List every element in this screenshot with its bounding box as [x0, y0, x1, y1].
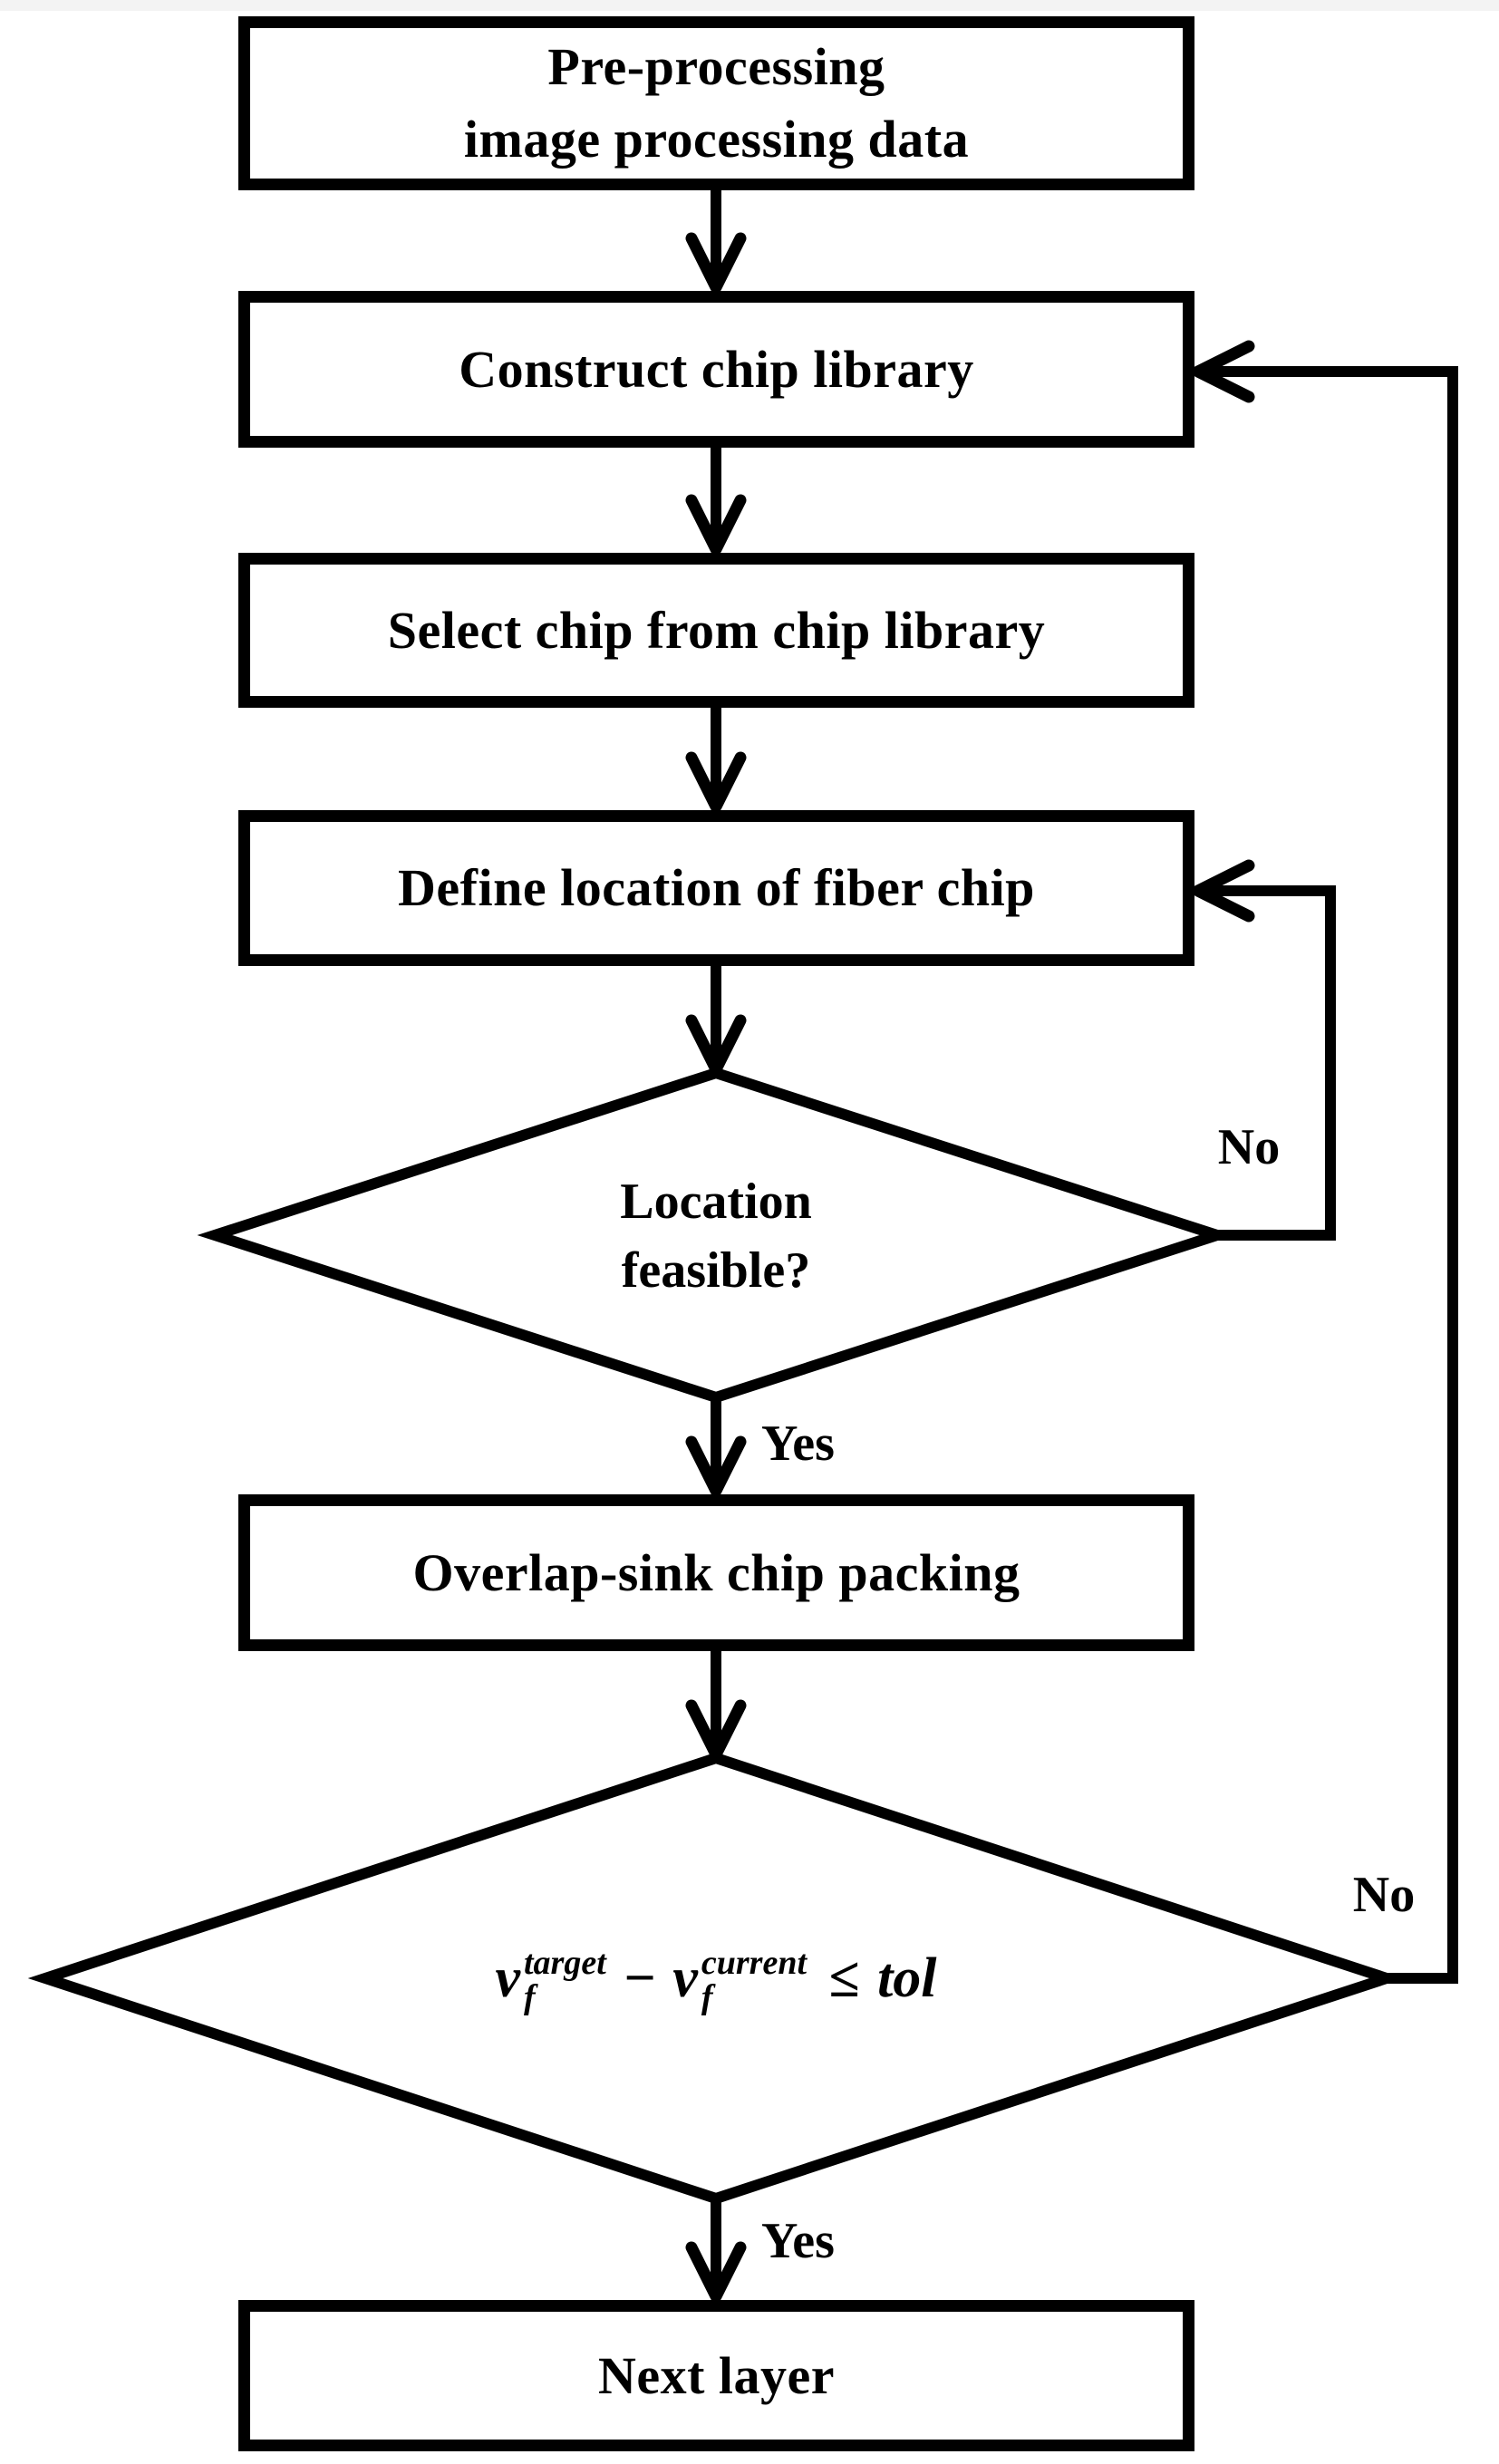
formula-scripts2 — [701, 1946, 807, 2015]
decision-location-line2: feasible? — [621, 1242, 811, 1299]
process-box-next-layer — [238, 2300, 1194, 2451]
formula-relation: ≤ — [828, 1947, 860, 2009]
preprocessing-label-line2: image processing data — [463, 110, 970, 169]
loop-no-location-line — [1204, 891, 1330, 1235]
next-layer-label: Next layer — [597, 2345, 836, 2405]
edge-label-vf-yes: Yes — [761, 2213, 835, 2269]
formula-var2: v — [672, 1947, 698, 2009]
select-label: Select chip from chip library — [387, 600, 1046, 660]
process-box-select-chip — [238, 553, 1194, 708]
formula-minus: − — [622, 1947, 657, 2009]
edge-label-location-no: No — [1217, 1119, 1281, 1175]
formula-sub2: f — [701, 1978, 713, 2016]
formula-var1: v — [495, 1947, 520, 2009]
define-label: Define location of fiber chip — [398, 858, 1035, 917]
edge-label-vf-no: No — [1352, 1867, 1416, 1923]
formula-rhs: tol — [877, 1947, 937, 2009]
decision-location-label — [399, 1167, 1033, 1305]
decision-vf-formula — [127, 1897, 1305, 2060]
process-box-define-location — [238, 810, 1194, 966]
process-box-overlap-sink-packing — [238, 1494, 1194, 1651]
decision-location-line1: Location — [620, 1174, 812, 1230]
formula-scripts1 — [524, 1946, 606, 2015]
formula-sup1: target — [524, 1944, 606, 1982]
formula-sub1: f — [524, 1978, 536, 2016]
formula-sup2: current — [701, 1944, 808, 1982]
overlap-label: Overlap-sink chip packing — [412, 1542, 1020, 1602]
edge-label-location-yes: Yes — [761, 1416, 835, 1472]
preprocessing-label-line1: Pre-processing — [547, 37, 885, 96]
construct-label: Construct chip library — [459, 339, 974, 399]
process-box-preprocessing — [238, 16, 1194, 190]
process-box-construct-chip-library — [238, 291, 1194, 448]
